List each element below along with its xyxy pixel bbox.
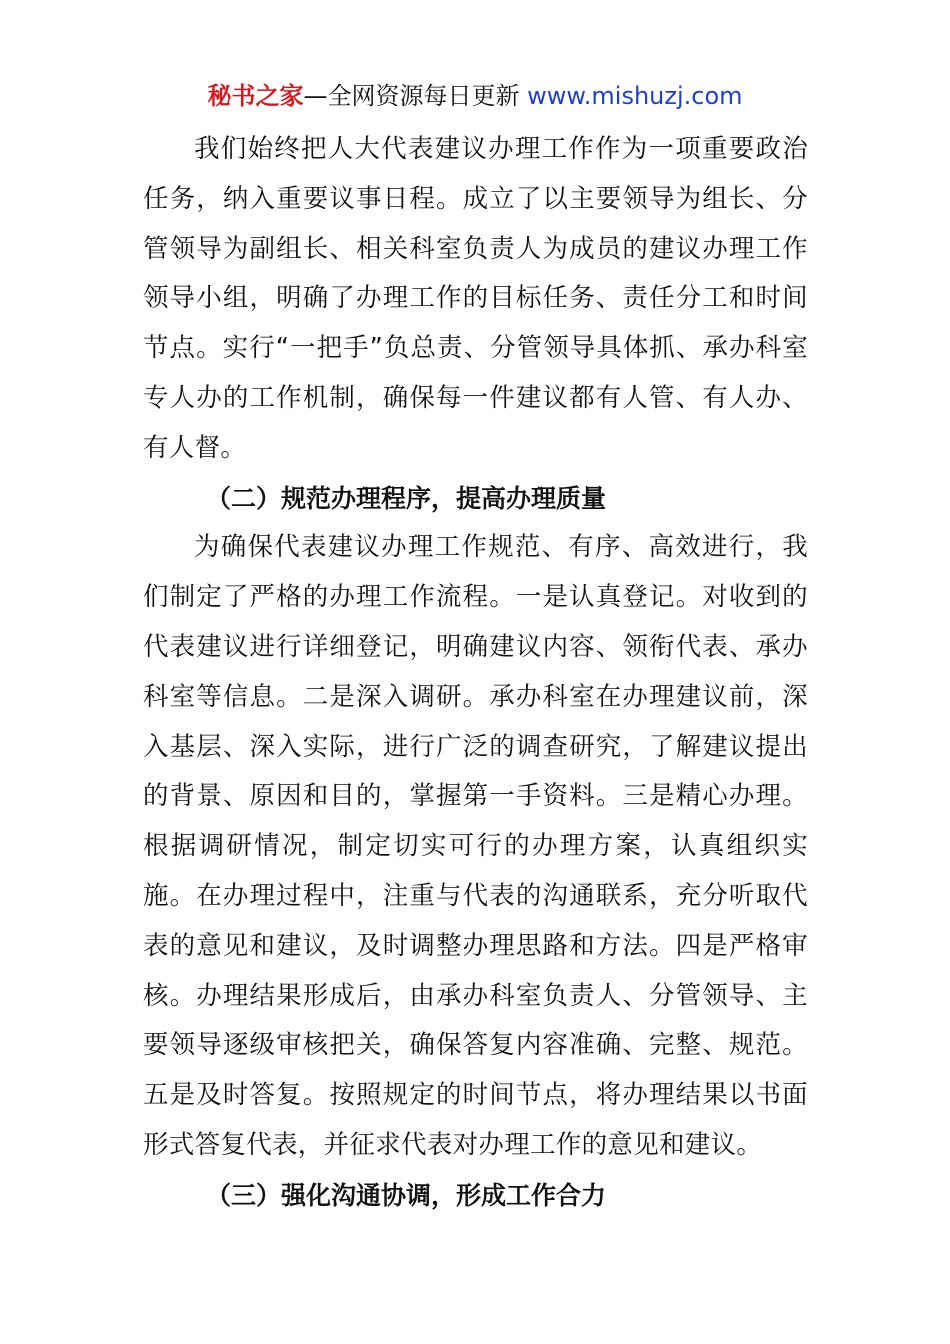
body-paragraph-1: 我们始终把人大代表建议办理工作作为一项重要政治任务，纳入重要议事日程。成立了以主要领导为组长、分管领导为副组长、相关科室负责人为成员的建议办理工作领导小组，明确了办理工作的目标任务、责任分工和时间节点。实行“一把手”负总责、分管领导具体抓、承办科室专人办的工作机制，确保每一件建议都有人管、有人办、有人督。 [143,134,808,463]
site-tagline: —全网资源每日更新 [303,82,528,110]
section-heading-3: （三）强化沟通协调，形成工作合力 [206,1180,607,1210]
site-header [0,80,950,112]
section-heading-2: （二）规范办理程序，提高办理质量 [206,483,607,513]
document-body [143,125,808,1221]
site-brand: 秘书之家 [207,82,304,110]
body-paragraph-2: 为确保代表建议办理工作规范、有序、高效进行，我们制定了严格的办理工作流程。一是认真登记。对收到的代表建议进行详细登记，明确建议内容、领衔代表、承办科室等信息。二是深入调研。承办科室在办理建议前，深入基层、深入实际，进行广泛的调查研究，了解建议提出的背景、原因和目的，掌握第一手资料。三是精心办理。根据调研情况，制定切实可行的办理方案，认真组织实施。在办理过程中，注重与代表的沟通联系，充分听取代表的意见和建议，及时调整办理思路和方法。四是严格审核。办理结果形成后，由承办科室负责人、分管领导、主要领导逐级审核把关，确保答复内容准确、完整、规范。五是及时答复。按照规定的时间节点，将办理结果以书面形式答复代表，并征求代表对办理工作的意见和建议。 [143,532,808,1160]
site-url-link[interactable]: www.mishuzj.com [527,82,743,110]
